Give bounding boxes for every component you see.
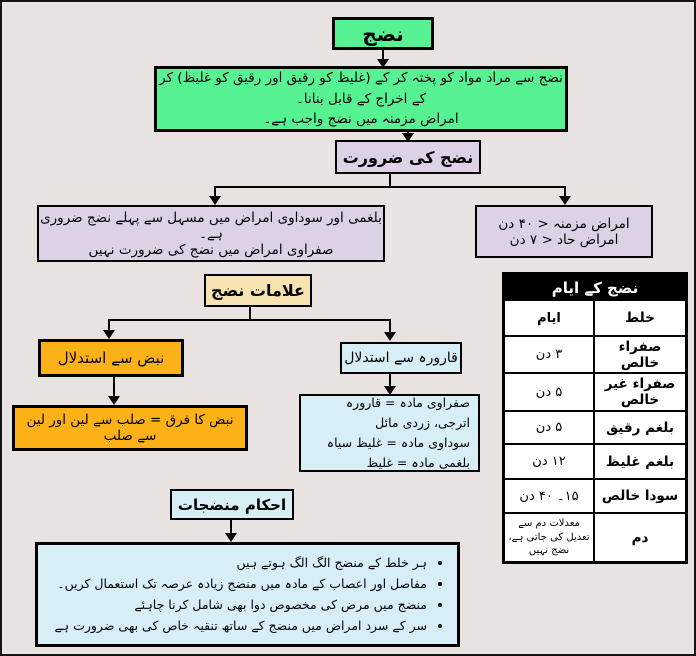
table-cell-value: ۳ دن [535,347,563,362]
table-cell-value: ایام [537,310,561,326]
pulse-detail-text: نبض کا فرق = صلب سے لین اور لین سے صلب [26,412,234,444]
table-row [505,443,685,478]
urine-istidlal-box [340,342,462,374]
signs-title-label: علامات نضج [211,281,305,300]
table-row [505,301,685,335]
need-right-line-2: امراض حاد < ۷ دن [509,231,619,248]
table-cell-value: ۱۵۔ ۴۰ دن [519,488,579,504]
ahkam-bullet: • منضج میں مرض کی مخصوص دوا بھی شامل کرنا چاہئے [46,595,427,615]
definition-line-2: امراض مزمنہ میں نضج واجب ہے۔ [263,111,459,128]
connector-line [214,186,566,188]
connector-line [108,319,391,321]
need-detail-right-box [475,205,653,258]
need-left-line-2: صفراوی امراض میں نضج کی ضرورت نہیں [88,241,334,258]
nazj-days-table [502,272,688,564]
arrow-down-icon [384,332,396,341]
table-row [505,512,685,561]
connector-line [113,376,115,398]
urine-detail-box [299,394,480,472]
ahkam-bullet: • ہر خلط کے منضج الگ الگ ہوتے ہیں [46,553,427,573]
table-cell-label: بلغم غلیظ [593,445,685,478]
arrow-down-icon [209,196,221,205]
arrow-down-icon [108,396,120,405]
need-detail-left-box [37,205,385,262]
nazj-definition-box [154,66,568,132]
ahkam-bullet: • مفاصل اور اعصاب کے مادہ میں منضج زیادہ عرصہ تک استعمال کریں۔ [46,574,427,594]
need-title-label: نضج کی ضرورت [342,147,474,167]
nazj-title-label: نضج [362,21,404,46]
table-cell-label: خلط [593,301,685,335]
ahkam-detail-box [35,542,460,647]
table-cell-label: بلغم رقیق [593,412,685,443]
table-row [505,478,685,512]
ahkam-title-label: احکام منضجات [177,495,287,514]
definition-line-1: نضج سے مراد مواد کو پختہ کر کے (غلیظ کو رقیق اور رقیق کو غلیظ) کر کے اخراج کے قابل بنانا۔ [159,69,563,107]
table-cell-label: سودا خالص [593,480,685,512]
table-row [505,372,685,410]
table-cell-value: ۵ دن [535,384,563,400]
ahkam-bullet-list [38,548,457,641]
urine-detail-line-3: بلغمی مادہ = غلیظ [366,455,470,470]
pulse-istidlal-box [38,339,184,377]
table-row [505,410,685,443]
need-left-line-1: بلغمی اور سوداوی امراض میں مسہل سے پہلے نضج ضروری ہے۔ [40,209,382,242]
table-cell-value: معدلات دم سے تعدیل کی جاتی ہے، نضج نہیں [508,518,590,557]
pulse-detail-box [12,405,248,451]
arrow-down-icon [103,330,115,339]
table-cell-value: ۱۲ دن [532,454,566,469]
arrow-down-icon [225,533,237,542]
table-cell-label: صفراء غیر خالص [593,374,685,410]
nazj-title-box [332,17,434,50]
urine-detail-line-2: سوداوی مادہ = غلیظ سیاہ [326,435,470,450]
need-title-box [335,140,481,174]
table-cell-value: ۵ دن [535,420,563,435]
urine-istidlal-label: قارورہ سے استدلال [344,350,458,366]
need-right-line-1: امراض مزمنہ < ۴۰ دن [498,215,630,232]
table-cell-label: صفراء خالص [593,337,685,372]
pulse-istidlal-label: نبض سے استدلال [57,349,165,367]
ahkam-bullet: • سر کے سرد امراض میں منضج کے ساتھ تنقیہ خاص کی بھی ضرورت ہے [46,616,427,636]
ahkam-title-box [170,489,294,520]
urine-detail-line-1: صفراوی مادہ = قارورہ اترجی، زردی مائل [345,395,470,430]
table-row [505,335,685,372]
table-cell-label: دم [593,514,685,561]
arrow-down-icon [559,196,571,205]
table-title: نضج کے ایام [505,275,685,301]
signs-title-box [204,274,312,307]
